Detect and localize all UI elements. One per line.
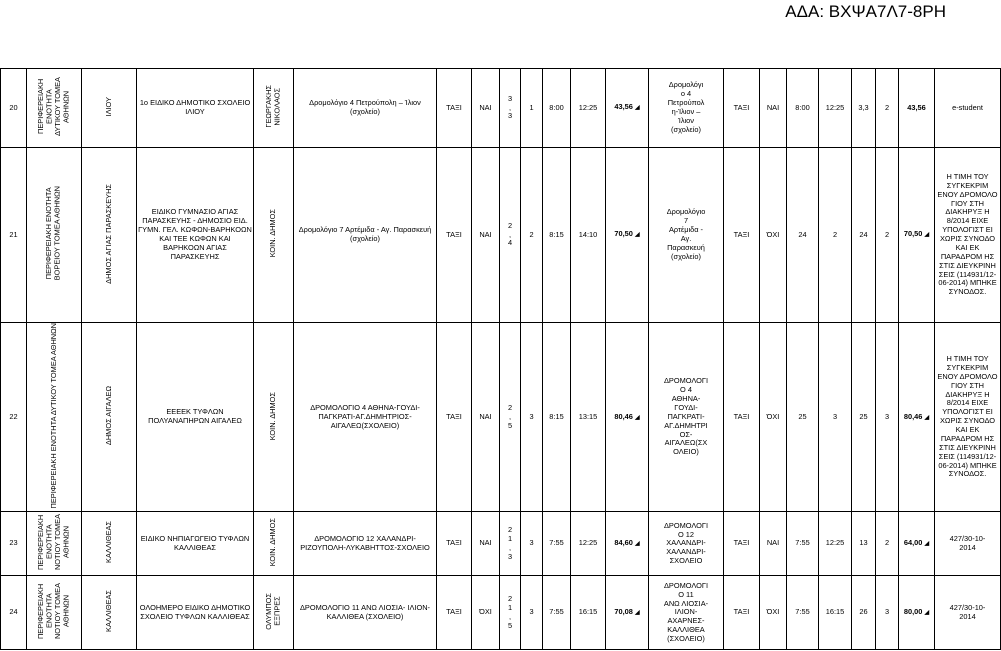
students-cell: 2 , 4 [500, 148, 521, 323]
start2-cell: 25 [787, 323, 819, 512]
row-number: 21 [1, 148, 27, 323]
km2-cell: 70,50 [903, 229, 923, 239]
route-cell: ΔΡΟΜΟΛΟΓΙΟ 11 ΑΝΩ ΛΙΟΣΙΑ- ΙΛΙΟΝ-ΚΑΛΛΙΘΕΑ (ΣΧΟΛΕΙΟ) [294, 576, 437, 650]
students-cell: 3 , 3 [500, 69, 521, 148]
escort-cell: ΌΧΙ [472, 576, 500, 650]
escort2-cell: ΌΧΙ [760, 576, 787, 650]
region-cell: ΠΕΡΙΦΕΡΕΙΑΚΗ ΕΝΟΤΗΤΑ ΝΟΤΙΟΥ ΤΟΜΕΑ ΑΘΗΝΩΝ [35, 514, 71, 571]
route-cell: Δρομολόγιο 7 Αρτέμιδα - Αγ. Παρασκευή (σχολείο) [294, 148, 437, 323]
km2-cell: 43,56 [899, 69, 935, 148]
trips-cell: 3 [521, 512, 543, 576]
trips-cell: 2 [521, 148, 543, 323]
km-cell: 84,60 [614, 538, 633, 548]
table-row [1, 576, 1001, 650]
escort2-cell: ΌΧΙ [760, 323, 787, 512]
region-cell: ΠΕΡΙΦΕΡΕΙΑΚΗ ΕΝΟΤΗΤΑ ΔΥΤΙΚΟΥ ΤΟΜΕΑ ΑΘΗΝΩΝ [48, 323, 58, 509]
trips-cell: 3 [521, 323, 543, 512]
km-cell: 70,08 [614, 607, 633, 617]
vehicle2-cell: ΤΑΞΙ [724, 69, 760, 148]
dropdown-marker-icon: ◢ [924, 414, 930, 421]
start-time-cell: 8:15 [543, 323, 571, 512]
route2-cell: ΔΡΟΜΟΛΟΓΙ Ο 11 ΑΝΩ ΛΙΟΣΙΑ- ΙΛΙΟΝ- ΑΧΑΡΝΕΣ- ΚΑΛΛΙΘΕΑ (ΣΧΟΛΕΙΟ) [649, 576, 724, 650]
trips2-cell: 2 [876, 512, 899, 576]
dropdown-marker-icon: ◢ [634, 541, 640, 548]
km2-cell: 80,00 [903, 607, 923, 617]
school-cell: ΟΛΟΗΜΕΡΟ ΕΙΔΙΚΟ ΔΗΜΟΤΙΚΟ ΣΧΟΛΕΙΟ ΤΥΦΛΩΝ ΚΑΛΛΙΘΕΑΣ [137, 576, 254, 650]
dropdown-marker-icon: ◢ [634, 232, 640, 239]
school-cell: ΕΕΕΕΚ ΤΥΦΛΩΝ ΠΟΛΥΑΝΑΠΗΡΩΝ ΑΙΓΑΛΕΩ [137, 323, 254, 512]
row-number: 20 [1, 69, 27, 148]
end2-cell: 2 [819, 148, 852, 323]
dropdown-marker-icon: ◢ [924, 541, 930, 548]
row-number: 22 [1, 323, 27, 512]
end2-cell: 12:25 [819, 69, 852, 148]
km2-cell: 64,00 [903, 538, 923, 548]
end2-cell: 12:25 [819, 512, 852, 576]
vehicle2-cell: ΤΑΞΙ [724, 576, 760, 650]
end2-cell: 3 [819, 323, 852, 512]
municipality-cell: ΙΛΙΟΥ [103, 96, 113, 117]
notes-cell: Η ΤΙΜΗ ΤΟΥ ΣΥΓΚΕΚΡΙΜ ΕΝΟΥ ΔΡΟΜΟΛΟ ΓΙΟΥ ΣΤΗ ΔΙΑΚΗΡΥΞ Η 8/2014 ΕΙΧΕ ΥΠΟΛΟΓΙΣΤ ΕΙ ΧΩΡΙΣ ΣΥΝΟΔΟ ΚΑΙ ΕΚ ΠΑΡΑΔΡΟΜ ΗΣ ΣΤΙΣ ΔΙΕΥΚΡΙΝΗ ΣΕΙΣ (114931/12- 06-2014) ΜΠΗΚΕ ΣΥΝΟΔΟΣ. [935, 148, 1001, 323]
notes-cell: Η ΤΙΜΗ ΤΟΥ ΣΥΓΚΕΚΡΙΜ ΕΝΟΥ ΔΡΟΜΟΛΟ ΓΙΟΥ ΣΤΗ ΔΙΑΚΗΡΥΞ Η 8/2014 ΕΙΧΕ ΥΠΟΛΟΓΙΣΤ ΕΙ ΧΩΡΙΣ ΣΥΝΟΔΟ ΚΑΙ ΕΚ ΠΑΡΑΔΡΟΜ ΗΣ ΣΤΙΣ ΔΙΕΥΚΡΙΝΗ ΣΕΙΣ (114931/12- 06-2014) ΜΠΗΚΕ ΣΥΝΟΔΟΣ. [935, 323, 1001, 512]
school-cell: ΕΙΔΙΚΟ ΝΗΠΙΑΓΩΓΕΙΟ ΤΥΦΛΩΝ ΚΑΛΛΙΘΕΑΣ [137, 512, 254, 576]
ada-code: ΑΔΑ: ΒΧΨΑ7Λ7-8ΡΗ [785, 2, 946, 21]
routes-table [0, 68, 1001, 650]
start-time-cell: 7:55 [543, 576, 571, 650]
km2-cell: 80,46 [903, 411, 923, 421]
end-time-cell: 14:10 [571, 148, 606, 323]
trips2-cell: 3 [876, 323, 899, 512]
carrier-cell: ΚΟΙΝ. ΔΗΜΟΣ [268, 391, 278, 440]
carrier-cell: ΟΛΥΜΠΟΣ ΕΞΠΡΕΣ [263, 593, 282, 630]
escort2-cell: ΝΑΙ [760, 69, 787, 148]
route-cell: ΔΡΟΜΟΛΟΓΙΟ 4 ΑΘΗΝΑ-ΓΟΥΔΙ-ΠΑΓΚΡΑΤΙ-ΑΓ.ΔΗΜΗΤΡΙΟΣ-ΑΙΓΑΛΕΩ(ΣΧΟΛΕΙΟ) [294, 323, 437, 512]
carrier-cell: ΚΟΙΝ. ΔΗΜΟΣ [268, 518, 278, 567]
vehicle-cell: ΤΑΞΙ [437, 323, 472, 512]
start2-cell: 24 [787, 148, 819, 323]
notes-cell: 427/30-10- 2014 [935, 512, 1001, 576]
route2-cell: Δρομολόγι ο 4 Πετρούπολ η-Ίλιον – Ίλιον (σχολείο) [649, 69, 724, 148]
km-cell: 70,50 [614, 229, 633, 239]
row-number: 24 [1, 576, 27, 650]
trips-cell: 3 [521, 576, 543, 650]
students2-cell: 26 [852, 576, 876, 650]
escort-cell: ΝΑΙ [472, 323, 500, 512]
end-time-cell: 16:15 [571, 576, 606, 650]
region-cell: ΠΕΡΙΦΕΡΕΙΑΚΗ ΕΝΟΤΗΤΑ ΒΟΡΕΙΟΥ ΤΟΜΕΑ ΑΘΗΝΩΝ [44, 186, 62, 281]
students-cell: 2 1 , 3 [500, 512, 521, 576]
students-cell: 2 1 , 5 [500, 576, 521, 650]
escort-cell: ΝΑΙ [472, 148, 500, 323]
trips2-cell: 2 [876, 69, 899, 148]
dropdown-marker-icon: ◢ [634, 414, 640, 421]
table-row [1, 148, 1001, 323]
students-cell: 2 , 5 [500, 323, 521, 512]
dropdown-marker-icon: ◢ [634, 610, 640, 617]
route-cell: Δρομολόγιο 4 Πετρούπολη – Ίλιον (σχολείο) [294, 69, 437, 148]
notes-cell: e-student [935, 69, 1001, 148]
end-time-cell: 12:25 [571, 512, 606, 576]
trips2-cell: 2 [876, 148, 899, 323]
vehicle2-cell: ΤΑΞΙ [724, 512, 760, 576]
escort2-cell: ΝΑΙ [760, 512, 787, 576]
region-cell: ΠΕΡΙΦΕΡΕΙΑΚΗ ΕΝΟΤΗΤΑ ΝΟΤΙΟΥ ΤΟΜΕΑ ΑΘΗΝΩΝ [35, 583, 71, 640]
start-time-cell: 7:55 [543, 512, 571, 576]
dropdown-marker-icon: ◢ [924, 610, 930, 617]
km-cell: 80,46 [614, 411, 633, 421]
municipality-cell: ΔΗΜΟΣ ΑΙΓΑΛΕΩ [103, 386, 113, 446]
route-cell: ΔΡΟΜΟΛΟΓΙΟ 12 ΧΑΛΑΝΔΡΙ-ΡΙΖΟΥΠΟΛΗ-ΛΥΚΑΒΗΤΤΟΣ-ΣΧΟΛΕΙΟ [294, 512, 437, 576]
start-time-cell: 8:15 [543, 148, 571, 323]
route2-cell: ΔΡΟΜΟΛΟΓΙ Ο 12 ΧΑΛΑΝΔΡΙ- ΧΑΛΑΝΔΡΙ- ΣΧΟΛΕΙΟ [649, 512, 724, 576]
trips-cell: 1 [521, 69, 543, 148]
students2-cell: 3,3 [852, 69, 876, 148]
table-row [1, 512, 1001, 576]
end2-cell: 16:15 [819, 576, 852, 650]
students2-cell: 13 [852, 512, 876, 576]
vehicle-cell: ΤΑΞΙ [437, 69, 472, 148]
carrier-cell: ΚΟΙΝ. ΔΗΜΟΣ [268, 209, 278, 258]
table-row [1, 69, 1001, 148]
km-cell: 43,56 [614, 102, 633, 112]
escort2-cell: ΌΧΙ [760, 148, 787, 323]
escort-cell: ΝΑΙ [472, 69, 500, 148]
students2-cell: 24 [852, 148, 876, 323]
region-cell: ΠΕΡΙΦΕΡΕΙΑΚΗ ΕΝΟΤΗΤΑ ΔΥΤΙΚΟΥ ΤΟΜΕΑ ΑΘΗΝΩΝ [35, 77, 71, 137]
dropdown-marker-icon: ◢ [924, 232, 930, 239]
start2-cell: 7:55 [787, 512, 819, 576]
row-number: 23 [1, 512, 27, 576]
end-time-cell: 13:15 [571, 323, 606, 512]
vehicle2-cell: ΤΑΞΙ [724, 323, 760, 512]
end-time-cell: 12:25 [571, 69, 606, 148]
school-cell: 1ο ΕΙΔΙΚΟ ΔΗΜΟΤΙΚΟ ΣΧΟΛΕΙΟ ΙΛΙΟΥ [137, 69, 254, 148]
start2-cell: 8:00 [787, 69, 819, 148]
route2-cell: ΔΡΟΜΟΛΟΓΙ Ο 4 ΑΘΗΝΑ- ΓΟΥΔΙ- ΠΑΓΚΡΑΤΙ- ΑΓ.ΔΗΜΗΤΡΙ ΟΣ- ΑΙΓΑΛΕΩ(ΣΧ ΟΛΕΙΟ) [649, 323, 724, 512]
route2-cell: Δρομολόγιο 7 Αρτέμιδα - Αγ. Παρασκευή (σχολείο) [649, 148, 724, 323]
school-cell: ΕΙΔΙΚΟ ΓΥΜΝΑΣΙΟ ΑΓΙΑΣ ΠΑΡΑΣΚΕΥΗΣ - ΔΗΜΟΣΙΟ ΕΙΔ. ΓΥΜΝ. ΓΕΛ. ΚΩΦΩΝ-ΒΑΡΗΚΟΩΝ ΚΑΙ ΤΕΕ ΚΩΦΩΝ ΚΑΙ ΒΑΡΗΚΟΩΝ ΑΓΙΑΣ ΠΑΡΑΣΚΕΥΗΣ [137, 148, 254, 323]
municipality-cell: ΔΗΜΟΣ ΑΓΙΑΣ ΠΑΡΑΣΚΕΥΗΣ [103, 183, 113, 284]
vehicle2-cell: ΤΑΞΙ [724, 148, 760, 323]
escort-cell: ΝΑΙ [472, 512, 500, 576]
vehicle-cell: ΤΑΞΙ [437, 512, 472, 576]
municipality-cell: ΚΑΛΛΙΘΕΑΣ [103, 590, 113, 633]
vehicle-cell: ΤΑΞΙ [437, 148, 472, 323]
notes-cell: 427/30-10- 2014 [935, 576, 1001, 650]
municipality-cell: ΚΑΛΛΙΘΕΑΣ [103, 521, 113, 564]
start-time-cell: 8:00 [543, 69, 571, 148]
vehicle-cell: ΤΑΞΙ [437, 576, 472, 650]
start2-cell: 7:55 [787, 576, 819, 650]
dropdown-marker-icon: ◢ [634, 105, 640, 112]
students2-cell: 25 [852, 323, 876, 512]
table-row [1, 323, 1001, 512]
carrier-cell: ΓΕΩΡΓΑΚΗΣ ΝΙΚΟΛΑΟΣ [263, 85, 282, 128]
trips2-cell: 3 [876, 576, 899, 650]
